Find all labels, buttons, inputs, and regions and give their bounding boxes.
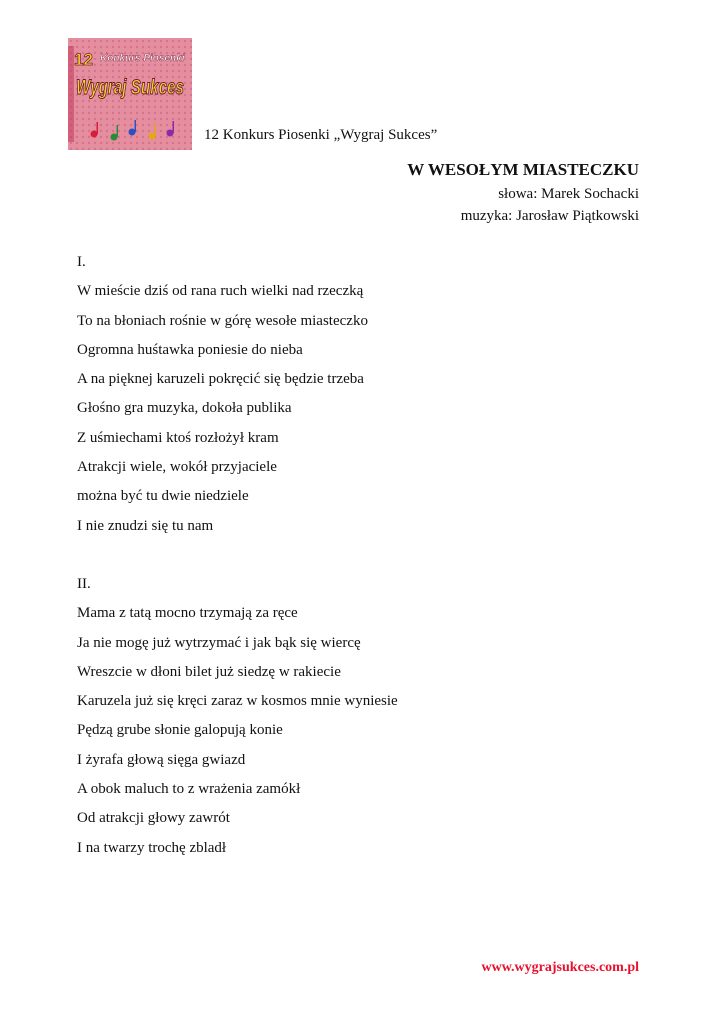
song-title: W WESOŁYM MIASTECZKU bbox=[407, 160, 639, 179]
contest-name: 12 Konkurs Piosenki „Wygraj Sukces” bbox=[204, 127, 438, 143]
lyric-line: Atrakcji wiele, wokół przyjaciele bbox=[77, 459, 277, 476]
lyric-line: Mama z tatą mocno trzymają za ręce bbox=[77, 605, 298, 622]
logo-subtitle: Konkurs Piosenki bbox=[100, 53, 185, 64]
lyric-line: można być tu dwie niedziele bbox=[77, 488, 249, 505]
stanza-2 bbox=[77, 570, 398, 863]
lyric-line: Wreszcie w dłoni bilet już siedzę w rakiecie bbox=[77, 663, 341, 680]
lyric-line: Pędzą grube słonie galopują konie bbox=[77, 722, 283, 739]
lyric-line: I nie znudzi się tu nam bbox=[77, 517, 214, 534]
lyric-line: W mieście dziś od rana ruch wielki nad rzeczką bbox=[77, 283, 364, 300]
lyric-line: A na pięknej karuzeli pokręcić się będzie trzeba bbox=[77, 371, 364, 388]
lyric-line: Ja nie mogę już wytrzymać i jak bąk się wiercę bbox=[77, 634, 361, 651]
lyric-line: Ogromna huśtawka poniesie do nieba bbox=[77, 341, 303, 358]
stanza-1 bbox=[77, 248, 368, 541]
contest-logo-graphic bbox=[68, 38, 192, 150]
lyric-line: A obok maluch to z wrażenia zamókł bbox=[77, 781, 301, 798]
logo-title: Wygraj Sukces bbox=[76, 76, 184, 99]
lyric-line: To na błoniach rośnie w górę wesołe miasteczko bbox=[77, 312, 368, 329]
music-composer: muzyka: Jarosław Piątkowski bbox=[460, 208, 639, 224]
contest-logo bbox=[68, 38, 192, 150]
lyric-line: I na twarzy trochę zbladł bbox=[77, 839, 227, 856]
stanza-number: I. bbox=[77, 254, 86, 270]
lyric-line: Z uśmiechami ktoś rozłożył kram bbox=[77, 429, 279, 446]
lyric-line: Od atrakcji głowy zawrót bbox=[77, 810, 230, 827]
lyrics-author: słowa: Marek Sochacki bbox=[498, 186, 639, 202]
lyric-line: Karuzela już się kręci zaraz w kosmos mnie wyniesie bbox=[77, 693, 398, 710]
lyric-line: Głośno gra muzyka, dokoła publika bbox=[77, 400, 292, 417]
website-link[interactable]: www.wygrajsukces.com.pl bbox=[481, 960, 639, 975]
logo-number: 12 bbox=[74, 50, 93, 69]
lyric-line: I żyrafa głową sięga gwiazd bbox=[77, 751, 246, 768]
stanza-number: II. bbox=[77, 576, 91, 592]
